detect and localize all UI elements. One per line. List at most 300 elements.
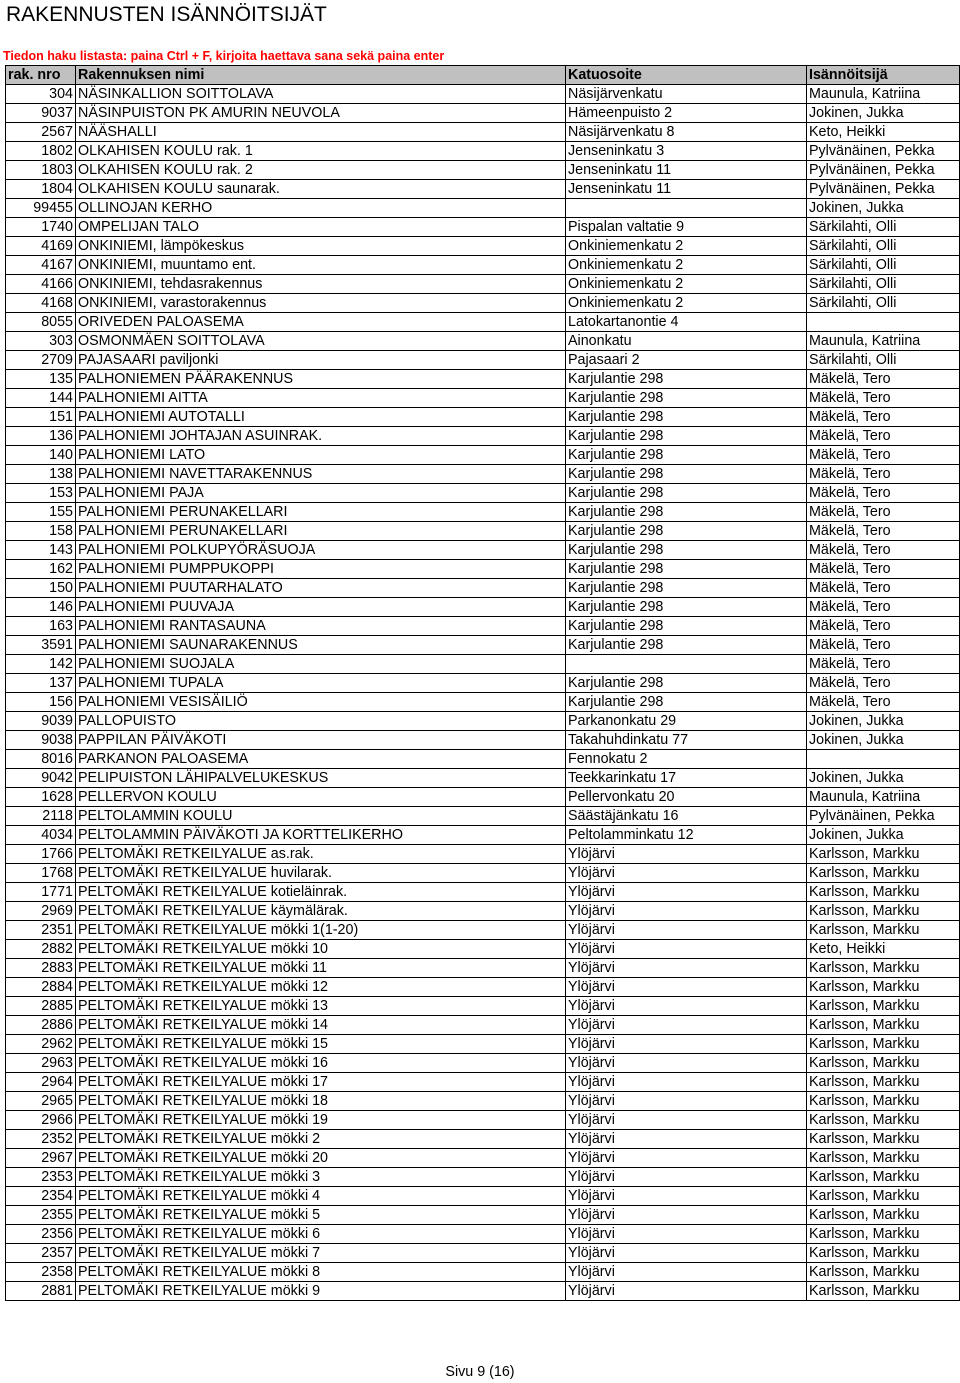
table-row [6,864,960,883]
building-number-cell: 1802 [6,142,76,161]
property-manager-cell: Karlsson, Markku [807,1206,960,1225]
building-name-cell: PELTOMÄKI RETKEILYALUE mökki 8 [76,1263,566,1282]
table-row [6,370,960,389]
building-name-cell: ORIVEDEN PALOASEMA [76,313,566,332]
building-name-cell: PELTOMÄKI RETKEILYALUE mökki 19 [76,1111,566,1130]
table-row [6,978,960,997]
building-name-cell: PELTOMÄKI RETKEILYALUE mökki 13 [76,997,566,1016]
building-number-cell: 2354 [6,1187,76,1206]
street-address-cell: Ylöjärvi [566,959,807,978]
property-manager-cell: Jokinen, Jukka [807,769,960,788]
street-address-cell: Ylöjärvi [566,1206,807,1225]
building-number-cell: 2884 [6,978,76,997]
building-name-cell: PARKANON PALOASEMA [76,750,566,769]
building-name-cell: PELIPUISTON LÄHIPALVELUKESKUS [76,769,566,788]
property-manager-cell: Särkilahti, Olli [807,351,960,370]
building-name-cell: PALHONIEMI PUMPPUKOPPI [76,560,566,579]
street-address-cell: Karjulantie 298 [566,617,807,636]
building-number-cell: 1771 [6,883,76,902]
table-row [6,940,960,959]
table-row [6,1092,960,1111]
table-row [6,1111,960,1130]
table-row [6,237,960,256]
table-row [6,712,960,731]
building-name-cell: ONKINIEMI, varastorakennus [76,294,566,313]
property-manager-cell: Karlsson, Markku [807,978,960,997]
street-address-cell: Karjulantie 298 [566,636,807,655]
building-name-cell: PALHONIEMI PERUNAKELLARI [76,503,566,522]
street-address-cell: Karjulantie 298 [566,503,807,522]
building-number-cell: 9037 [6,104,76,123]
property-manager-cell: Karlsson, Markku [807,997,960,1016]
property-manager-cell: Karlsson, Markku [807,1282,960,1301]
table-row [6,446,960,465]
building-name-cell: PELTOMÄKI RETKEILYALUE mökki 20 [76,1149,566,1168]
table-row [6,1054,960,1073]
building-name-cell: PELTOMÄKI RETKEILYALUE mökki 17 [76,1073,566,1092]
table-row [6,180,960,199]
building-name-cell: PALHONIEMI AUTOTALLI [76,408,566,427]
property-manager-cell: Karlsson, Markku [807,864,960,883]
street-address-cell: Latokartanontie 4 [566,313,807,332]
building-manager-table [5,65,960,1301]
building-name-cell: PELTOLAMMIN KOULU [76,807,566,826]
property-manager-cell: Pylvänäinen, Pekka [807,807,960,826]
street-address-cell: Pellervonkatu 20 [566,788,807,807]
property-manager-cell: Karlsson, Markku [807,1035,960,1054]
building-number-cell: 1803 [6,161,76,180]
street-address-cell: Jenseninkatu 11 [566,161,807,180]
property-manager-cell: Särkilahti, Olli [807,294,960,313]
property-manager-cell: Mäkelä, Tero [807,674,960,693]
building-name-cell: ONKINIEMI, tehdasrakennus [76,275,566,294]
table-row [6,256,960,275]
table-row [6,1187,960,1206]
street-address-cell: Karjulantie 298 [566,598,807,617]
page-title: RAKENNUSTEN ISÄNNÖITSIJÄT [6,3,327,26]
street-address-cell: Onkiniemenkatu 2 [566,275,807,294]
street-address-cell: Ylöjärvi [566,1016,807,1035]
property-manager-cell: Mäkelä, Tero [807,446,960,465]
table-row [6,826,960,845]
building-name-cell: PELTOMÄKI RETKEILYALUE mökki 16 [76,1054,566,1073]
building-number-cell: 150 [6,579,76,598]
building-name-cell: NÄSINKALLION SOITTOLAVA [76,85,566,104]
building-number-cell: 153 [6,484,76,503]
table-row [6,788,960,807]
table-row [6,807,960,826]
property-manager-cell: Mäkelä, Tero [807,693,960,712]
property-manager-cell: Särkilahti, Olli [807,256,960,275]
table-row [6,1168,960,1187]
table-row [6,408,960,427]
building-number-cell: 155 [6,503,76,522]
building-number-cell: 4168 [6,294,76,313]
street-address-cell: Ylöjärvi [566,1263,807,1282]
street-address-cell: Ylöjärvi [566,864,807,883]
building-name-cell: ONKINIEMI, muuntamo ent. [76,256,566,275]
table-row [6,294,960,313]
building-number-cell: 2352 [6,1130,76,1149]
building-name-cell: PALHONIEMI JOHTAJAN ASUINRAK. [76,427,566,446]
street-address-cell: Karjulantie 298 [566,446,807,465]
table-row [6,332,960,351]
property-manager-cell [807,313,960,332]
table-row [6,579,960,598]
building-name-cell: PELTOMÄKI RETKEILYALUE mökki 3 [76,1168,566,1187]
table-row [6,845,960,864]
building-number-cell: 2882 [6,940,76,959]
property-manager-cell: Karlsson, Markku [807,1149,960,1168]
table-row [6,1263,960,1282]
building-number-cell: 143 [6,541,76,560]
property-manager-cell: Pylvänäinen, Pekka [807,180,960,199]
table-row [6,560,960,579]
property-manager-cell: Maunula, Katriina [807,332,960,351]
building-number-cell: 144 [6,389,76,408]
property-manager-cell: Karlsson, Markku [807,1168,960,1187]
property-manager-cell: Karlsson, Markku [807,1187,960,1206]
street-address-cell: Karjulantie 298 [566,674,807,693]
street-address-cell: Karjulantie 298 [566,541,807,560]
street-address-cell: Ylöjärvi [566,902,807,921]
property-manager-cell: Mäkelä, Tero [807,503,960,522]
property-manager-cell: Maunula, Katriina [807,85,960,104]
building-name-cell: PELTOMÄKI RETKEILYALUE mökki 15 [76,1035,566,1054]
property-manager-cell: Karlsson, Markku [807,1225,960,1244]
table-row [6,731,960,750]
building-name-cell: PALHONIEMEN PÄÄRAKENNUS [76,370,566,389]
building-name-cell: PALHONIEMI SUOJALA [76,655,566,674]
table-row [6,1016,960,1035]
building-number-cell: 4169 [6,237,76,256]
column-header-building-name: Rakennuksen nimi [76,66,566,85]
building-number-cell: 2356 [6,1225,76,1244]
building-name-cell: PAPPILAN PÄIVÄKOTI [76,731,566,750]
property-manager-cell: Karlsson, Markku [807,883,960,902]
street-address-cell: Hämeenpuisto 2 [566,104,807,123]
street-address-cell: Fennokatu 2 [566,750,807,769]
street-address-cell: Ylöjärvi [566,1111,807,1130]
column-header-property-manager: Isännöitsijä [807,66,960,85]
building-number-cell: 1740 [6,218,76,237]
building-number-cell: 2966 [6,1111,76,1130]
table-row [6,1149,960,1168]
building-number-cell: 3591 [6,636,76,655]
street-address-cell: Ylöjärvi [566,978,807,997]
table-row [6,218,960,237]
street-address-cell: Parkanonkatu 29 [566,712,807,731]
street-address-cell: Ainonkatu [566,332,807,351]
property-manager-cell: Karlsson, Markku [807,959,960,978]
street-address-cell: Näsijärvenkatu 8 [566,123,807,142]
column-header-building-number: rak. nro [6,66,76,85]
property-manager-cell: Mäkelä, Tero [807,579,960,598]
street-address-cell: Karjulantie 298 [566,693,807,712]
building-number-cell: 8055 [6,313,76,332]
street-address-cell [566,655,807,674]
building-name-cell: PALHONIEMI TUPALA [76,674,566,693]
table-row [6,275,960,294]
building-name-cell: PALHONIEMI POLKUPYÖRÄSUOJA [76,541,566,560]
property-manager-cell: Särkilahti, Olli [807,218,960,237]
table-row [6,465,960,484]
table-row [6,522,960,541]
property-manager-cell [807,750,960,769]
table-row [6,199,960,218]
street-address-cell: Ylöjärvi [566,845,807,864]
street-address-cell: Ylöjärvi [566,1225,807,1244]
table-row [6,617,960,636]
street-address-cell: Karjulantie 298 [566,465,807,484]
building-number-cell: 140 [6,446,76,465]
table-row [6,750,960,769]
property-manager-cell: Mäkelä, Tero [807,655,960,674]
building-name-cell: PALHONIEMI PERUNAKELLARI [76,522,566,541]
street-address-cell: Onkiniemenkatu 2 [566,256,807,275]
street-address-cell: Jenseninkatu 11 [566,180,807,199]
property-manager-cell: Mäkelä, Tero [807,522,960,541]
street-address-cell: Onkiniemenkatu 2 [566,294,807,313]
building-number-cell: 158 [6,522,76,541]
property-manager-cell: Pylvänäinen, Pekka [807,142,960,161]
building-number-cell: 2969 [6,902,76,921]
property-manager-cell: Karlsson, Markku [807,1263,960,1282]
street-address-cell: Ylöjärvi [566,1244,807,1263]
building-name-cell: NÄSINPUISTON PK AMURIN NEUVOLA [76,104,566,123]
building-number-cell: 135 [6,370,76,389]
property-manager-cell: Keto, Heikki [807,123,960,142]
table-row [6,693,960,712]
building-number-cell: 136 [6,427,76,446]
building-name-cell: PELTOMÄKI RETKEILYALUE mökki 1(1-20) [76,921,566,940]
street-address-cell: Ylöjärvi [566,1187,807,1206]
building-number-cell: 303 [6,332,76,351]
building-number-cell: 2355 [6,1206,76,1225]
building-name-cell: OLKAHISEN KOULU saunarak. [76,180,566,199]
building-number-cell: 137 [6,674,76,693]
street-address-cell: Takahuhdinkatu 77 [566,731,807,750]
building-number-cell: 163 [6,617,76,636]
property-manager-cell: Karlsson, Markku [807,902,960,921]
property-manager-cell: Särkilahti, Olli [807,237,960,256]
table-row [6,902,960,921]
building-number-cell: 1766 [6,845,76,864]
table-row [6,769,960,788]
street-address-cell: Karjulantie 298 [566,522,807,541]
property-manager-cell: Mäkelä, Tero [807,389,960,408]
table-row [6,104,960,123]
building-name-cell: OLKAHISEN KOULU rak. 1 [76,142,566,161]
building-name-cell: PALHONIEMI AITTA [76,389,566,408]
building-number-cell: 99455 [6,199,76,218]
street-address-cell: Ylöjärvi [566,1282,807,1301]
table-row [6,142,960,161]
building-name-cell: OMPELIJAN TALO [76,218,566,237]
street-address-cell: Ylöjärvi [566,1130,807,1149]
table-row [6,1225,960,1244]
property-manager-cell: Karlsson, Markku [807,921,960,940]
column-header-street-address: Katuosoite [566,66,807,85]
building-number-cell: 2353 [6,1168,76,1187]
table-row [6,351,960,370]
table-row [6,997,960,1016]
building-name-cell: PALHONIEMI LATO [76,446,566,465]
building-name-cell: NÄÄSHALLI [76,123,566,142]
building-name-cell: PELTOMÄKI RETKEILYALUE mökki 7 [76,1244,566,1263]
table-row [6,1073,960,1092]
property-manager-cell: Karlsson, Markku [807,1073,960,1092]
street-address-cell: Ylöjärvi [566,997,807,1016]
building-number-cell: 2963 [6,1054,76,1073]
property-manager-cell: Karlsson, Markku [807,1092,960,1111]
building-name-cell: PELTOMÄKI RETKEILYALUE mökki 10 [76,940,566,959]
building-name-cell: PELTOMÄKI RETKEILYALUE mökki 14 [76,1016,566,1035]
building-number-cell: 9042 [6,769,76,788]
building-number-cell: 156 [6,693,76,712]
building-number-cell: 4167 [6,256,76,275]
property-manager-cell: Jokinen, Jukka [807,731,960,750]
property-manager-cell: Mäkelä, Tero [807,598,960,617]
property-manager-cell: Jokinen, Jukka [807,199,960,218]
building-name-cell: PELTOLAMMIN PÄIVÄKOTI JA KORTTELIKERHO [76,826,566,845]
property-manager-cell: Mäkelä, Tero [807,636,960,655]
building-number-cell: 2357 [6,1244,76,1263]
street-address-cell: Jenseninkatu 3 [566,142,807,161]
street-address-cell: Teekkarinkatu 17 [566,769,807,788]
street-address-cell: Ylöjärvi [566,1149,807,1168]
table-row [6,1035,960,1054]
street-address-cell: Karjulantie 298 [566,370,807,389]
building-name-cell: PALLOPUISTO [76,712,566,731]
building-name-cell: PELTOMÄKI RETKEILYALUE mökki 4 [76,1187,566,1206]
table-body [6,85,960,1301]
street-address-cell: Näsijärvenkatu [566,85,807,104]
property-manager-cell: Mäkelä, Tero [807,408,960,427]
page-number: Sivu 9 (16) [445,1364,515,1380]
street-address-cell: Karjulantie 298 [566,579,807,598]
building-name-cell: PELTOMÄKI RETKEILYALUE as.rak. [76,845,566,864]
table-row [6,313,960,332]
table-row [6,1282,960,1301]
building-name-cell: PELTOMÄKI RETKEILYALUE mökki 11 [76,959,566,978]
property-manager-cell: Mäkelä, Tero [807,541,960,560]
property-manager-cell: Mäkelä, Tero [807,617,960,636]
property-manager-cell: Karlsson, Markku [807,1054,960,1073]
building-number-cell: 1804 [6,180,76,199]
street-address-cell: Karjulantie 298 [566,427,807,446]
building-number-cell: 151 [6,408,76,427]
building-number-cell: 4166 [6,275,76,294]
table-row [6,484,960,503]
street-address-cell: Pispalan valtatie 9 [566,218,807,237]
building-name-cell: PELTOMÄKI RETKEILYALUE mökki 5 [76,1206,566,1225]
building-name-cell: OSMONMÄEN SOITTOLAVA [76,332,566,351]
building-name-cell: PALHONIEMI SAUNARAKENNUS [76,636,566,655]
property-manager-cell: Jokinen, Jukka [807,104,960,123]
street-address-cell: Karjulantie 298 [566,560,807,579]
street-address-cell: Karjulantie 298 [566,389,807,408]
building-number-cell: 8016 [6,750,76,769]
table-row [6,85,960,104]
table-row [6,883,960,902]
building-number-cell: 9038 [6,731,76,750]
building-number-cell: 2881 [6,1282,76,1301]
building-name-cell: PELTOMÄKI RETKEILYALUE kotieläinrak. [76,883,566,902]
building-name-cell: PELTOMÄKI RETKEILYALUE mökki 2 [76,1130,566,1149]
table-row [6,921,960,940]
street-address-cell: Onkiniemenkatu 2 [566,237,807,256]
building-number-cell: 2709 [6,351,76,370]
street-address-cell: Ylöjärvi [566,1073,807,1092]
table-row [6,503,960,522]
building-number-cell: 142 [6,655,76,674]
building-number-cell: 2358 [6,1263,76,1282]
street-address-cell: Ylöjärvi [566,921,807,940]
property-manager-cell: Jokinen, Jukka [807,826,960,845]
building-name-cell: PALHONIEMI PUUVAJA [76,598,566,617]
property-manager-cell: Mäkelä, Tero [807,560,960,579]
building-name-cell: PELLERVON KOULU [76,788,566,807]
building-name-cell: PALHONIEMI PAJA [76,484,566,503]
street-address-cell: Ylöjärvi [566,1092,807,1111]
building-number-cell: 9039 [6,712,76,731]
building-number-cell: 162 [6,560,76,579]
building-number-cell: 2885 [6,997,76,1016]
building-number-cell: 2351 [6,921,76,940]
building-number-cell: 304 [6,85,76,104]
property-manager-cell: Maunula, Katriina [807,788,960,807]
property-manager-cell: Mäkelä, Tero [807,484,960,503]
property-manager-cell: Keto, Heikki [807,940,960,959]
property-manager-cell: Karlsson, Markku [807,1111,960,1130]
property-manager-cell: Mäkelä, Tero [807,370,960,389]
building-number-cell: 2567 [6,123,76,142]
property-manager-cell: Särkilahti, Olli [807,275,960,294]
table-row [6,161,960,180]
property-manager-cell: Karlsson, Markku [807,1244,960,1263]
table-row [6,1130,960,1149]
building-name-cell: ONKINIEMI, lämpökeskus [76,237,566,256]
street-address-cell [566,199,807,218]
table-row [6,1206,960,1225]
building-number-cell: 2886 [6,1016,76,1035]
property-manager-cell: Mäkelä, Tero [807,427,960,446]
building-number-cell: 138 [6,465,76,484]
building-number-cell: 2965 [6,1092,76,1111]
street-address-cell: Karjulantie 298 [566,484,807,503]
building-name-cell: OLKAHISEN KOULU rak. 2 [76,161,566,180]
building-name-cell: PELTOMÄKI RETKEILYALUE käymälärak. [76,902,566,921]
building-name-cell: PALHONIEMI NAVETTARAKENNUS [76,465,566,484]
street-address-cell: Ylöjärvi [566,1054,807,1073]
building-name-cell: PELTOMÄKI RETKEILYALUE mökki 18 [76,1092,566,1111]
building-name-cell: OLLINOJAN KERHO [76,199,566,218]
table-row [6,123,960,142]
building-name-cell: PALHONIEMI VESISÄILIÖ [76,693,566,712]
building-name-cell: PELTOMÄKI RETKEILYALUE huvilarak. [76,864,566,883]
street-address-cell: Karjulantie 298 [566,408,807,427]
building-name-cell: PELTOMÄKI RETKEILYALUE mökki 6 [76,1225,566,1244]
table-row [6,598,960,617]
building-number-cell: 146 [6,598,76,617]
property-manager-cell: Karlsson, Markku [807,845,960,864]
building-number-cell: 2118 [6,807,76,826]
property-manager-cell: Pylvänäinen, Pekka [807,161,960,180]
table-row [6,1244,960,1263]
building-number-cell: 1628 [6,788,76,807]
table-row [6,427,960,446]
